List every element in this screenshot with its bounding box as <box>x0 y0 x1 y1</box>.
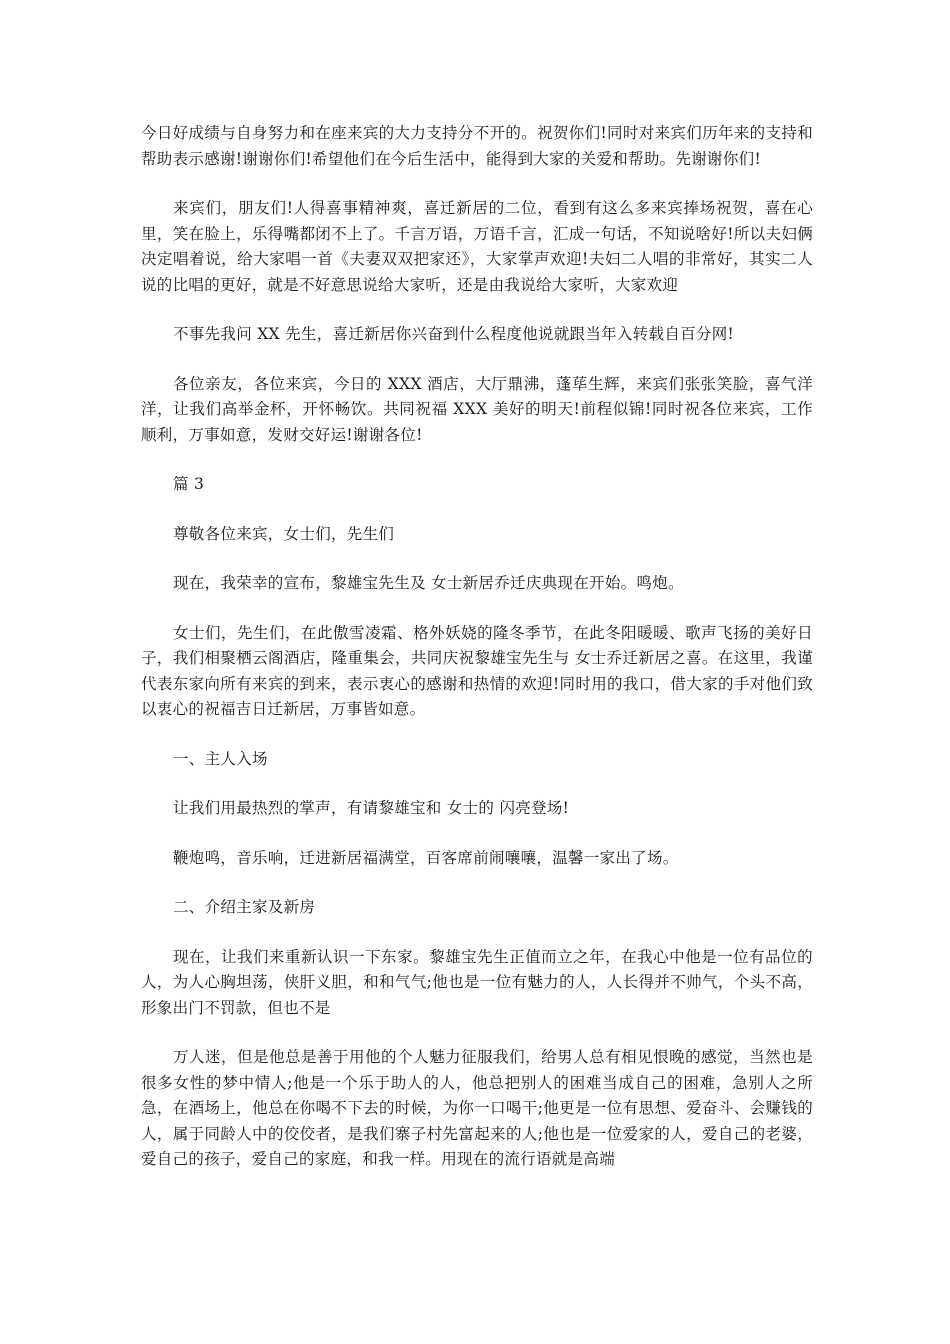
paragraph-toast: 各位亲友，各位来宾，今日的 XXX 酒店，大厅鼎沸，蓬荜生辉，来宾们张张笑脸，喜气洋洋，让我们高举金杯，开怀畅饮。共同祝福 XXX 美好的明天!前程似锦!同时祝各位来宾，工作顺利，万事如意，发财交好运!谢谢各位! <box>141 374 813 444</box>
paragraph-firecrackers: 鞭炮鸣，音乐响，迁进新居福满堂，百客席前闹嚷嚷，温馨一家出了场。 <box>173 848 679 867</box>
section-heading-introduce-host: 二、介绍主家及新房 <box>173 898 316 916</box>
section-heading-host-entrance: 一、主人入场 <box>173 749 268 768</box>
section-heading-part3: 篇 3 <box>173 475 205 493</box>
paragraph-announcement: 现在，我荣幸的宣布，黎雄宝先生及 女士新居乔迁庆典现在开始。鸣炮。 <box>173 574 684 592</box>
paragraph-guests-friends: 来宾们，朋友们!人得喜事精神爽，喜迁新居的二位，看到有这么多来宾捧场祝贺，喜在心里，笑在脸上，乐得嘴都闭不上了。千言万语，万语千言，汇成一句话，不知说啥好!所以夫妇俩决定唱着说，给大家唱一首《夫妻双双把家还》，大家掌声欢迎!夫妇二人唱的非常好，其实二人说的比唱的更好，就是不好意思说给大家听，还是由我说给大家听，大家欢迎 <box>141 199 813 294</box>
document-body <box>141 121 813 1197</box>
paragraph-host-intro: 现在，让我们来重新认识一下东家。黎雄宝先生正值而立之年，在我心中他是一位有品位的人，为人心胸坦荡，侠肝义胆，和和气气;他也是一位有魅力的人，人长得并不帅气，个头不高，形象出门不罚款，但也不是 <box>141 947 813 1017</box>
paragraph-welcome: 女士们，先生们，在此傲雪凌霜、格外妖娆的隆冬季节，在此冬阳暖暖、歌声飞扬的美好日子，我们相聚栖云阁酒店，隆重集会，共同庆祝黎雄宝先生与 女士乔迁新居之喜。在这里，我谨代表东家向所有来宾的到来，表示衷心的感谢和热情的欢迎!同时用的我口，借大家的手对他们致以衷心的祝福吉日迁新居，万事皆如意。 <box>141 623 813 718</box>
paragraph-continuation: 今日好成绩与自身努力和在座来宾的大力支持分不开的。祝贺你们!同时对来宾们历年来的支持和帮助表示感谢!谢谢你们!希望他们在今后生活中，能得到大家的关爱和帮助。先谢谢你们! <box>141 124 813 168</box>
salutation: 尊敬各位来宾，女士们，先生们 <box>173 524 395 543</box>
paragraph-host-character: 万人迷，但是他总是善于用他的个人魅力征服我们，给男人总有相见恨晚的感觉，当然也是很多女性的梦中情人;他是一个乐于助人的人，他总把别人的困难当成自己的困难，急别人之所急，在酒场上，他总在你喝不下去的时候，为你一口喝干;他更是一位有思想、爱奋斗、会赚钱的人，属于同龄人中的佼佼者，是我们寨子村先富起来的人;他也是一位爱家的人，爱自己的老婆，爱自己的孩子，爱自己的家庭，和我一样。用现在的流行语就是高端 <box>141 1048 813 1168</box>
paragraph-question: 不事先我问 XX 先生，喜迁新居你兴奋到什么程度他说就跟当年入转载自百分网! <box>173 325 735 343</box>
paragraph-applause: 让我们用最热烈的掌声，有请黎雄宝和 女士的 闪亮登场! <box>173 799 570 817</box>
